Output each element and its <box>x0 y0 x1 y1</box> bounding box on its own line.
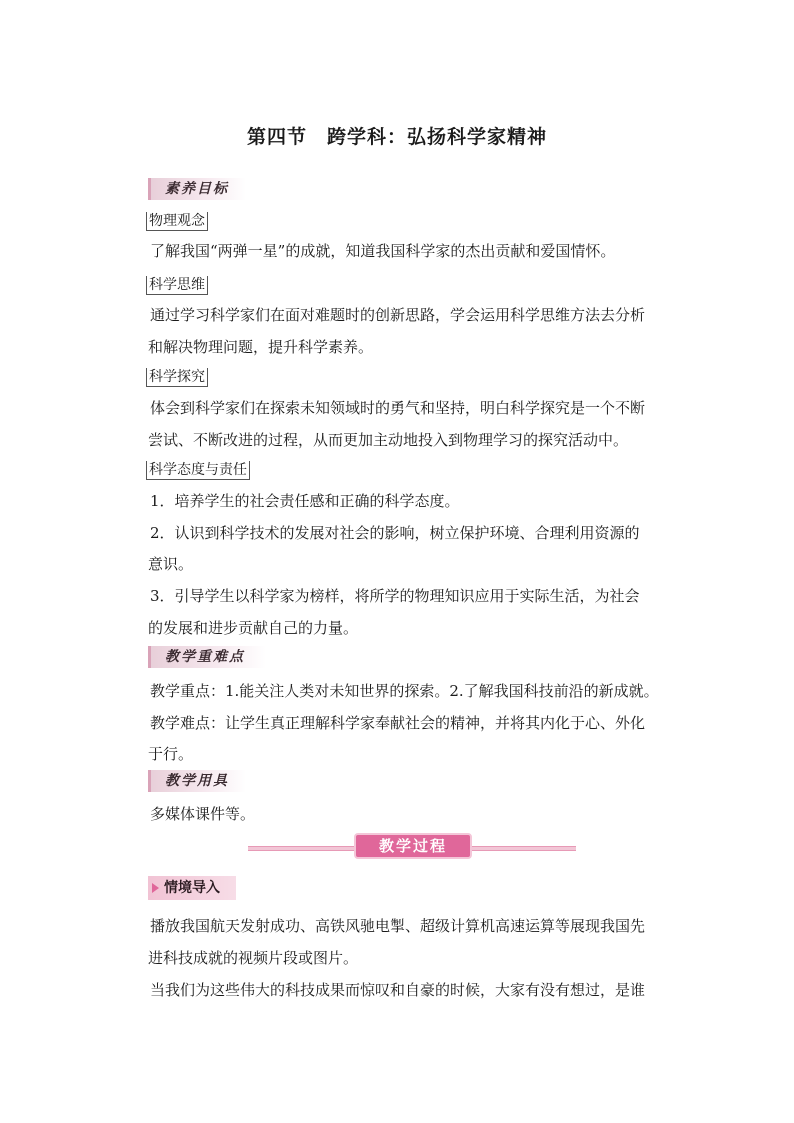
text-line: 于行。 <box>148 745 194 763</box>
text-line: 尝试、不断改进的过程，从而更加主动地投入到物理学习的探究活动中。 <box>148 431 629 449</box>
section-banner-key-points: 教学重难点 <box>148 646 266 668</box>
text-line: 体会到科学家们在探索未知领域时的勇气和坚持，明白科学探究是一个不断 <box>150 399 646 417</box>
text-line: 当我们为这些伟大的科技成果而惊叹和自豪的时候，大家有没有想过，是谁 <box>150 981 646 999</box>
process-header <box>248 832 576 862</box>
text-line: 了解我国“两弹一星”的成就，知道我国科学家的杰出贡献和爱国情怀。 <box>150 242 616 260</box>
subhead-inquiry: 科学探究 <box>146 368 208 387</box>
intro-tag-label: 情境导入 <box>164 880 220 896</box>
text-line: 进科技成就的视频片段或图片。 <box>148 949 359 967</box>
process-title: 教学过程 <box>354 833 472 859</box>
section-banner-tools: 教学用具 <box>148 770 246 792</box>
text-line: 教学难点：让学生真正理解科学家奉献社会的精神，并将其内化于心、外化 <box>150 714 646 732</box>
text-line: 3．引导学生以科学家为榜样，将所学的物理知识应用于实际生活，为社会 <box>150 587 640 605</box>
text-line: 1．培养学生的社会责任感和正确的科学态度。 <box>150 492 460 510</box>
text-line: 的发展和进步贡献自己的力量。 <box>148 619 359 637</box>
divider <box>248 846 354 851</box>
intro-tag <box>148 876 236 900</box>
text-line: 2．认识到科学技术的发展对社会的影响，树立保护环境、合理利用资源的 <box>150 524 640 542</box>
divider <box>472 846 576 851</box>
subhead-attitude: 科学态度与责任 <box>146 461 250 480</box>
subhead-physics: 物理观念 <box>146 212 208 231</box>
section-banner-goals: 素养目标 <box>148 178 246 200</box>
text-line: 多媒体课件等。 <box>150 805 256 823</box>
text-line: 通过学习科学家们在面对难题时的创新思路，学会运用科学思维方法去分析 <box>150 306 646 324</box>
text-line: 和解决物理问题，提升科学素养。 <box>148 338 374 356</box>
text-line: 意识。 <box>148 555 194 573</box>
triangle-icon <box>152 883 159 893</box>
text-line: 教学重点：1.能关注人类对未知世界的探索。2.了解我国科技前沿的新成就。 <box>150 682 659 700</box>
page-title: 第四节 跨学科：弘扬科学家精神 <box>246 126 547 148</box>
text-line: 播放我国航天发射成功、高铁风驰电掣、超级计算机高速运算等展现我国先 <box>150 917 646 935</box>
subhead-thinking: 科学思维 <box>146 276 208 295</box>
